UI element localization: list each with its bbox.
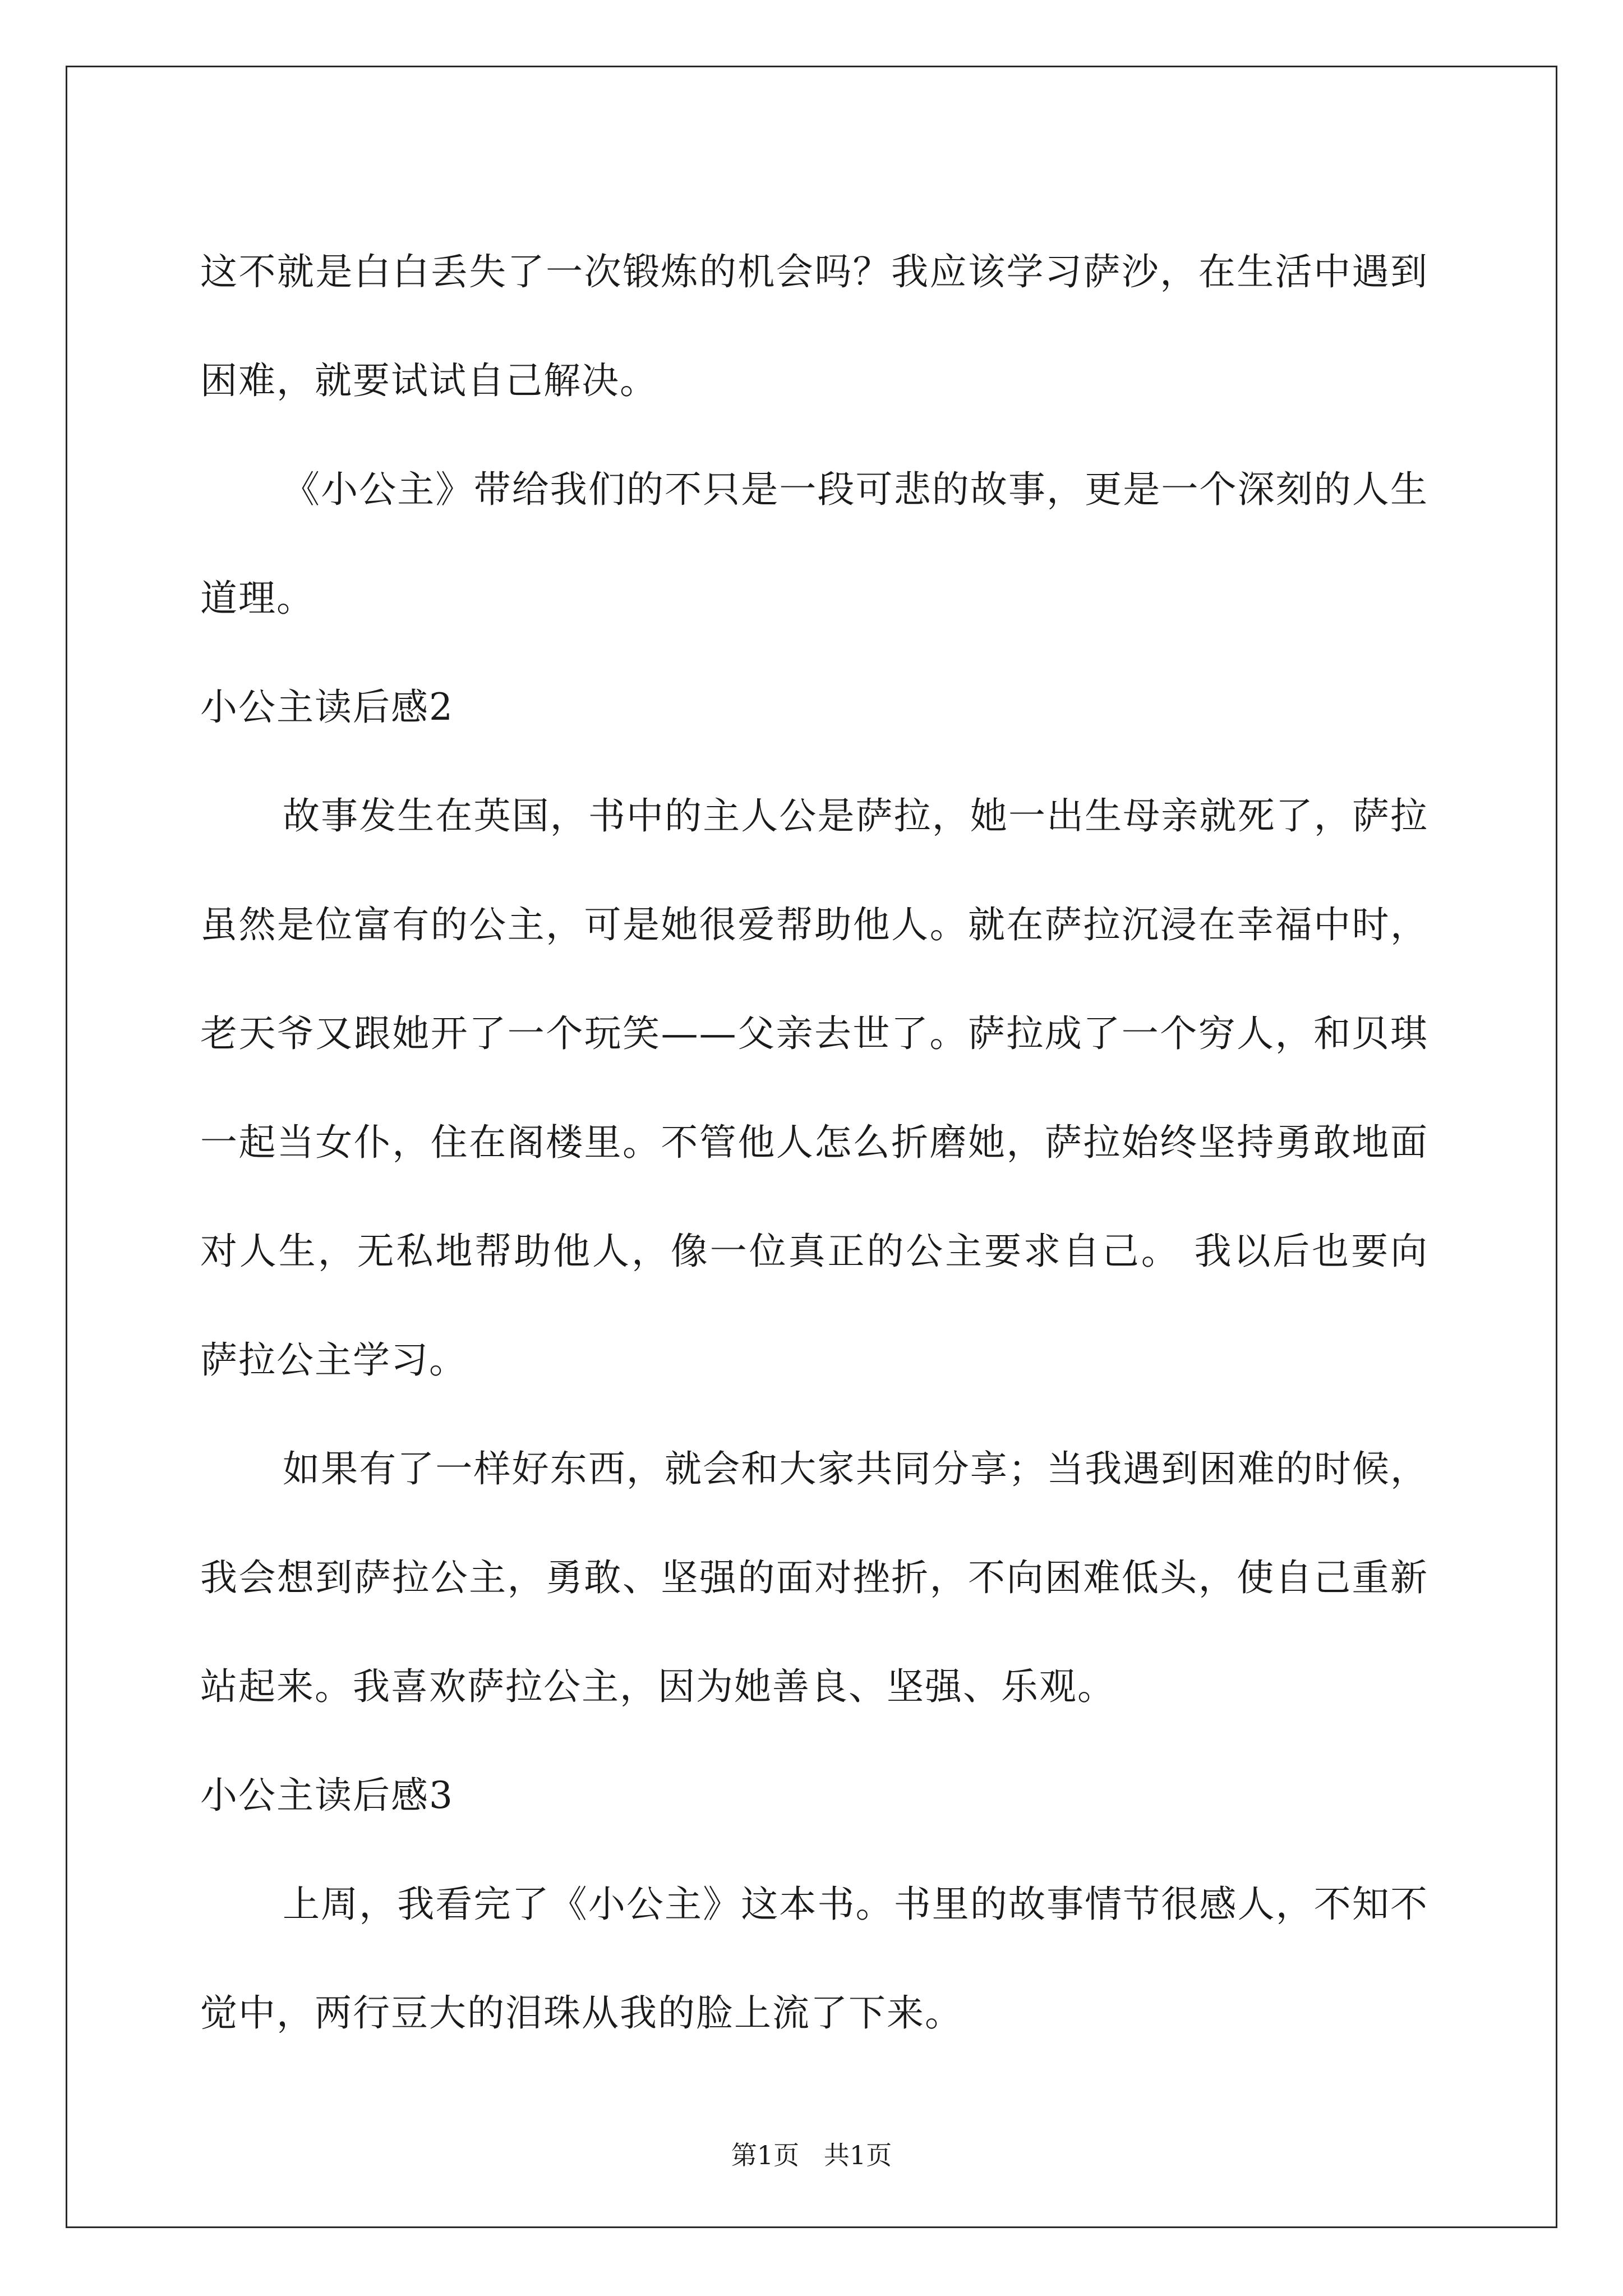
paragraph: 这不就是白白丢失了一次锻炼的机会吗？我应该学习萨沙，在生活中遇到困难，就要试试自己解决。 [200,250,1428,402]
paragraph: 上周，我看完了《小公主》这本书。书里的故事情节很感人，不知不觉中，两行豆大的泪珠从我的脸上流了下来。 [200,1883,1428,2035]
paragraph: 故事发生在英国，书中的主人公是萨拉，她一出生母亲就死了，萨拉虽然是位富有的公主，可是她很爱帮助他人。就在萨拉沉浸在幸福中时，老天爷又跟她开了一个玩笑——父亲去世了。萨拉成了一个穷人，和贝琪一起当女仆，住在阁楼里。不管他人怎么折磨她，萨拉始终坚持勇敢地面对人生，无私地帮助他人，像一位真正的公主要求自己。 我以后也要向萨拉公主学习。 [200,794,1428,1382]
section-heading: 小公主读后感3 [200,1774,454,1817]
document-body [200,218,1428,2068]
paragraph: 如果有了一样好东西，就会和大家共同分享；当我遇到困难的时候，我会想到萨拉公主，勇敢、坚强的面对挫折，不向困难低头，使自己重新站起来。我喜欢萨拉公主，因为她善良、坚强、乐观。 [200,1447,1428,1708]
section-heading: 小公主读后感2 [200,685,454,729]
paragraph: 《小公主》带给我们的不只是一段可悲的故事，更是一个深刻的人生道理。 [200,468,1428,620]
page-footer: 第1页 共1页 [731,2140,892,2170]
